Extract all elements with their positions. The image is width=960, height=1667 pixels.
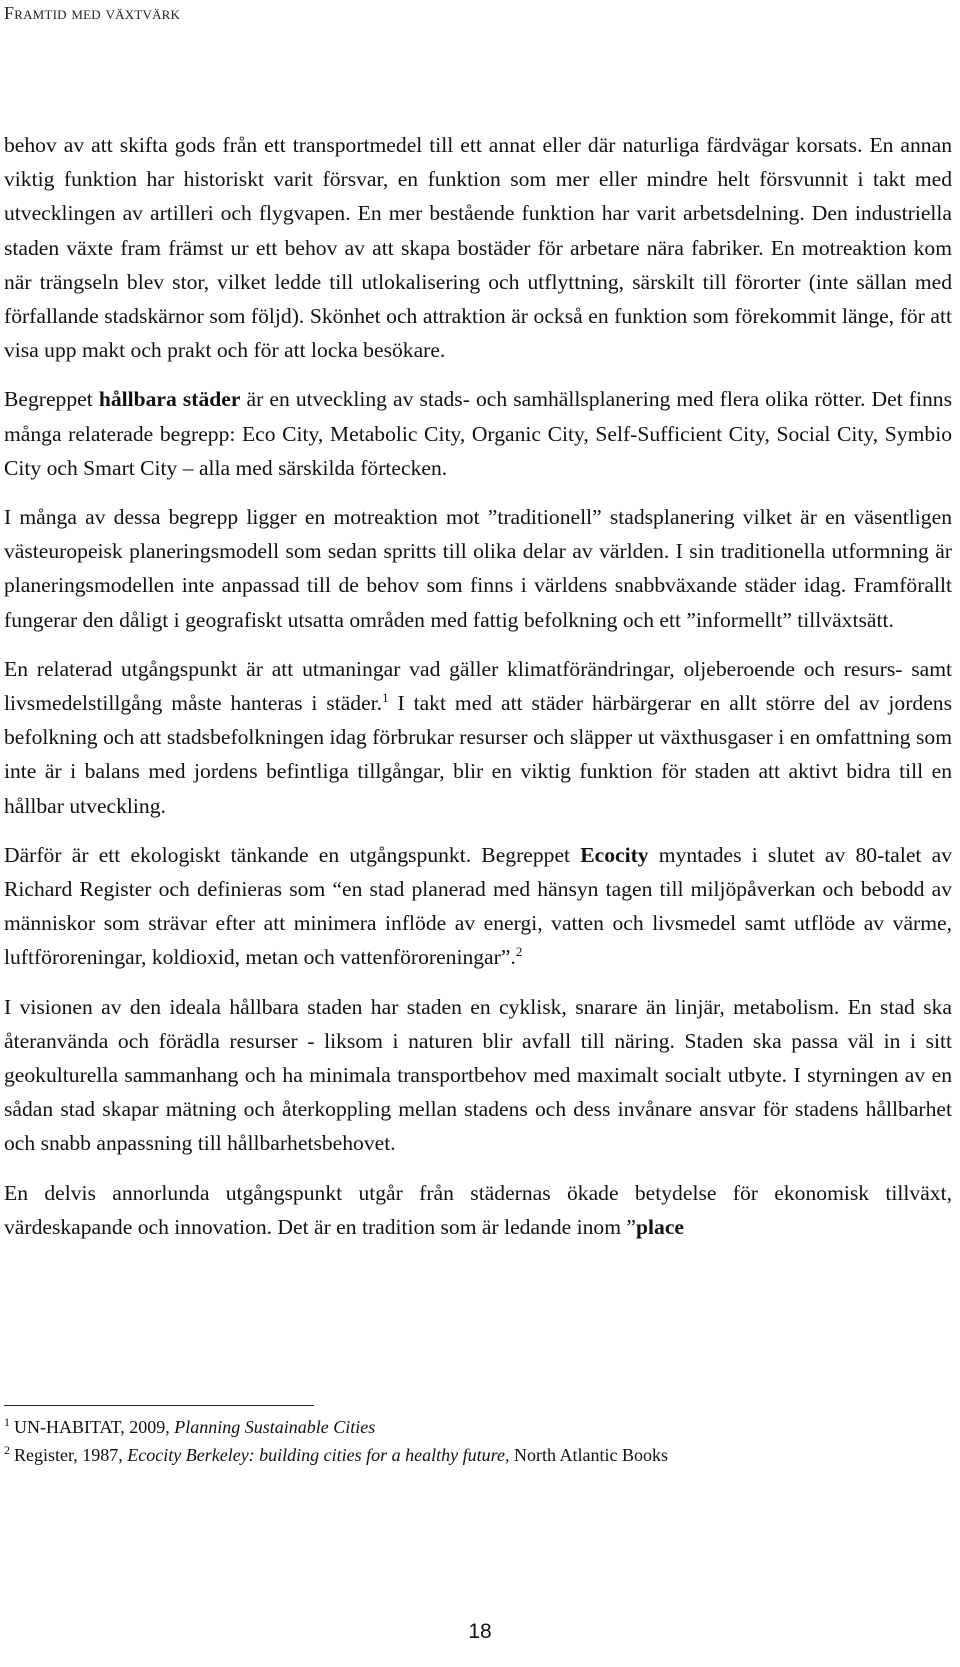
footnote-ref-1[interactable]: 1 xyxy=(382,690,389,706)
footnote-title: Ecocity Berkeley: building cities for a healthy future, xyxy=(127,1445,510,1465)
footnotes xyxy=(4,1414,952,1470)
paragraph-3-text: I många av dessa begrepp ligger en motreaktion mot ”traditionell” stadsplanering vilket är en väsentligen västeuropeisk planeringsmodell som sedan spritts till olika delar av världen. I sin traditionella utformning är planeringsmodellen inte anpassad till de behov som finns i världens snabbväxande städer idag. Framförallt fungerar den dåligt i geografiskt utsatta områden med fattig befolkning och ett ”informellt” tillväxtsätt. xyxy=(4,505,952,632)
paragraph-4-text-a: En relaterad utgångspunkt är att utmaningar vad gäller klimatförändringar, oljeberoende och resurs- samt livsmedelstillgång måste hanteras i städer. xyxy=(4,656,952,716)
paragraph-4 xyxy=(4,652,952,823)
paragraph-2 xyxy=(4,382,952,485)
footnote-text: Register, 1987, xyxy=(14,1445,128,1465)
term-hallbara-stader: hållbara städer xyxy=(98,387,241,412)
footnote-text: UN-HABITAT, 2009, xyxy=(14,1417,175,1437)
term-ecocity: Ecocity xyxy=(580,842,649,867)
paragraph-3 xyxy=(4,500,952,637)
paragraph-6 xyxy=(4,990,952,1161)
body-text xyxy=(4,128,952,1259)
footnote-number: 1 xyxy=(4,1415,10,1429)
page-number: 18 xyxy=(468,1620,492,1643)
paragraph-4-text-b: I takt med att städer härbärgerar en allt större del av jordens befolkning och att stadsbefolkningen idag förbrukar resurser och släpper ut växthusgaser i en omfattning som inte är i balans med jordens befintliga tillgångar, blir en viktig funktion för staden att aktivt bidra till en hållbar utveckling. xyxy=(4,691,952,818)
footnote-number: 2 xyxy=(4,1443,10,1457)
paragraph-1 xyxy=(4,128,952,367)
footnote-text-post: North Atlantic Books xyxy=(509,1445,668,1465)
paragraph-5-text-a: Därför är ett ekologiskt tänkande en utgångspunkt. Begreppet xyxy=(4,842,581,867)
footnote-ref-2[interactable]: 2 xyxy=(515,944,523,960)
paragraph-6-text: I visionen av den ideala hållbara staden har staden en cyklisk, snarare än linjär, metabolism. En stad ska återanvända och förädla resurser - liksom i naturen blir avfall till näring. Staden ska passa väl in i sitt geokulturella sammanhang och ha minimala transportbehov med maximalt socialt utbyte. I styrningen av en sådan stad skapar mätning och återkoppling mellan stadens och dess invånare ansvar för stadens hållbarhet och snabb anpassning till hållbarhetsbehovet. xyxy=(4,994,952,1156)
term-place: place xyxy=(636,1214,684,1239)
paragraph-7 xyxy=(4,1176,952,1244)
footnote-2 xyxy=(4,1442,952,1470)
paragraph-2-text-a: Begreppet xyxy=(4,387,99,412)
paragraph-1-text: behov av att skifta gods från ett transportmedel till ett annat eller där naturliga färdvägar korsats. En annan viktig funktion har historiskt varit försvar, en funktion som mer eller mindre helt försvunnit i takt med utvecklingen av artilleri och flygvapen. En mer bestående funktion har varit arbetsdelning. Den industriella staden växte fram främst ur ett behov av att skapa bostäder för arbetare nära fabriker. En motreaktion kom när trängseln blev stor, vilket ledde till utlokalisering och utflyttning, särskilt till förorter (inte sällan med förfallande stadskärnor som följd). Skönhet och attraktion är också en funktion som förekommit länge, för att visa upp makt och prakt och för att locka besökare. xyxy=(4,133,952,363)
paragraph-2-text-b: är en utveckling av stads- och samhällsplanering med flera olika rötter. Det finns många relaterade begrepp: Eco City, Metabolic City, Organic City, Self-Sufficient City, Social City, Symbio City och Smart City – alla med särskilda förtecken. xyxy=(4,387,952,480)
paragraph-7-text: En delvis annorlunda utgångspunkt utgår från städernas ökade betydelse för ekonomisk tillväxt, värdeskapande och innovation. Det är en tradition som är ledande inom ” xyxy=(4,1180,952,1239)
paragraph-5-text-b: myntades i slutet av 80-talet av Richard Register och definieras som “en stad planerad med hänsyn tagen till miljöpåverkan och bebodd av människor som strävar efter att minimera inflöde av energi, vatten och livsmedel samt utflöde av värme, luftföroreningar, koldioxid, metan och vattenföroreningar”. xyxy=(4,842,952,970)
footnote-title: Planning Sustainable Cities xyxy=(174,1417,376,1437)
running-header: Framtid med växtvärk xyxy=(4,3,181,23)
footnote-1 xyxy=(4,1414,952,1442)
paragraph-5 xyxy=(4,838,952,975)
footnote-divider xyxy=(4,1405,314,1406)
